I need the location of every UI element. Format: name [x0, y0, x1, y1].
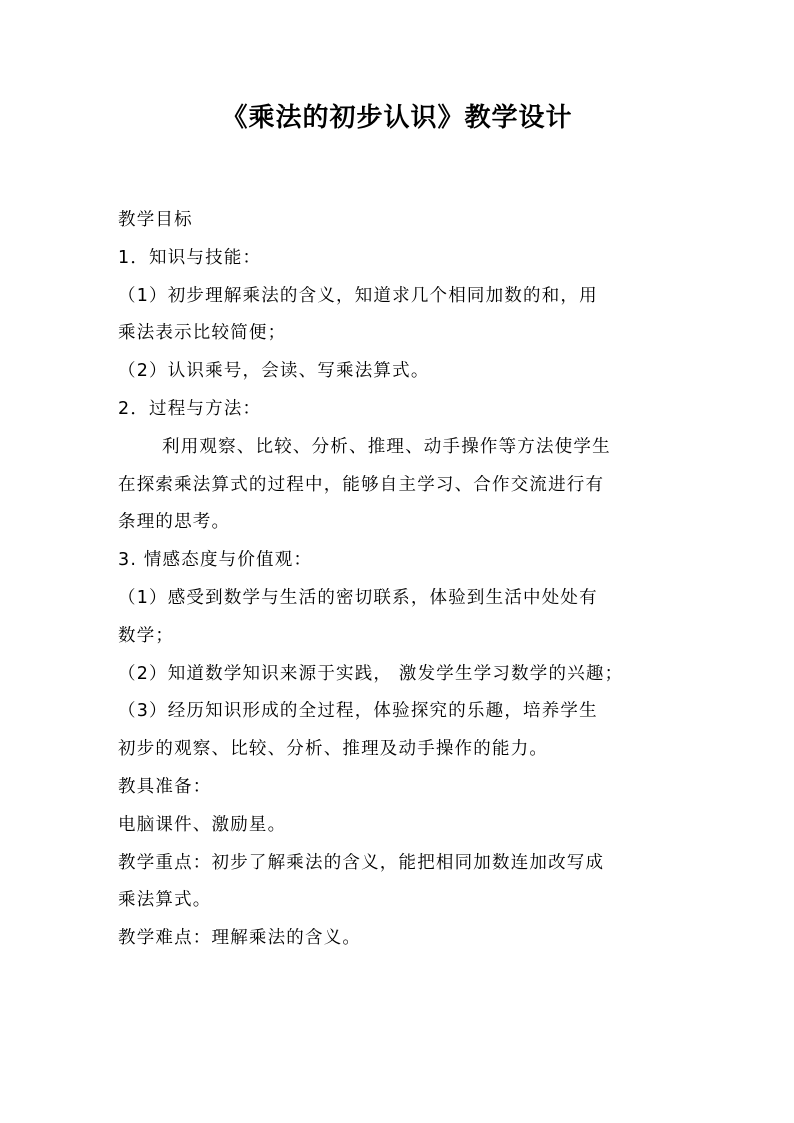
subheading-process-method: 2．过程与方法：	[118, 398, 262, 419]
paragraph-line: 电脑课件、激励星。	[118, 814, 287, 835]
subheading-knowledge-skills: 1．知识与技能：	[118, 247, 262, 268]
paragraph-line: 乘法算式。	[118, 890, 212, 911]
section-heading-materials: 教具准备：	[118, 776, 212, 797]
paragraph-line: （3）经历知识形成的全过程，体验探究的乐趣，培养学生	[118, 701, 598, 722]
paragraph-line: 乘法表示比较简便；	[118, 323, 287, 344]
page-title: 《乘法的初步认识》教学设计	[221, 103, 573, 133]
paragraph-line: （1）初步理解乘法的含义，知道求几个相同加数的和，用	[118, 285, 598, 306]
paragraph-line: 条理的思考。	[118, 512, 231, 533]
document-body	[118, 202, 678, 958]
section-heading-objectives: 教学目标	[118, 210, 193, 230]
paragraph-line: （1）感受到数学与生活的密切联系，体验到生活中处处有	[118, 587, 598, 608]
paragraph-line: 在探索乘法算式的过程中，能够自主学习、合作交流进行有	[118, 474, 605, 495]
paragraph-line-difficulty: 教学难点：理解乘法的含义。	[118, 928, 362, 949]
paragraph-line: 初步的观察、比较、分析、推理及动手操作的能力。	[118, 739, 549, 760]
paragraph-line: （2）认识乘号，会读、写乘法算式。	[118, 361, 430, 382]
paragraph-line: 数学；	[118, 625, 175, 646]
paragraph-line: （2）知道数学知识来源于实践， 激发学生学习数学的兴趣；	[118, 663, 624, 684]
paragraph-line: 利用观察、比较、分析、推理、动手操作等方法使学生	[162, 436, 611, 457]
subheading-emotion-values: 3. 情感态度与价值观：	[118, 550, 313, 571]
paragraph-line-key-point: 教学重点：初步了解乘法的含义，能把相同加数连加改写成	[118, 852, 605, 873]
